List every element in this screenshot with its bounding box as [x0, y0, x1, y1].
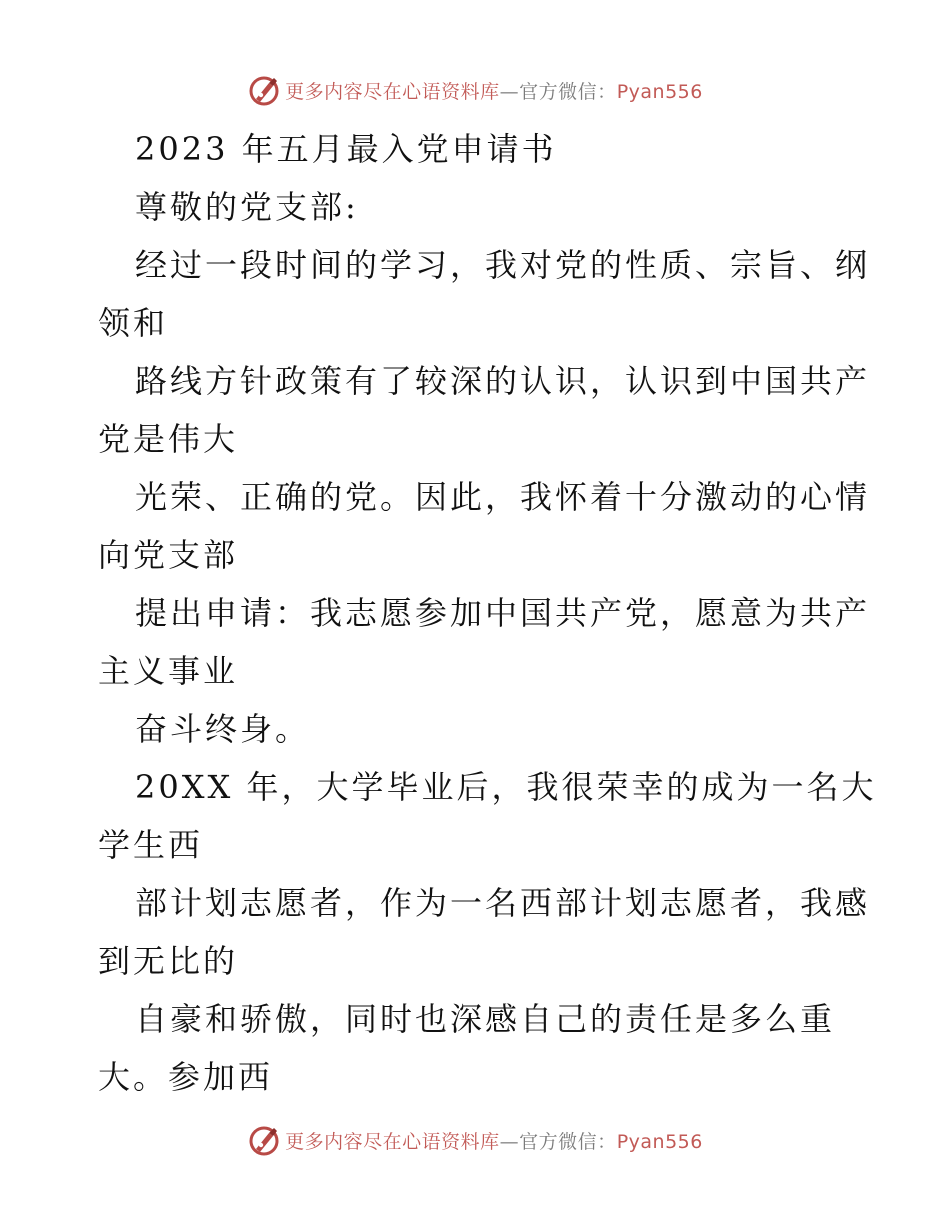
footer-watermark [0, 1120, 950, 1160]
paragraph-line: 奋斗终身。 [135, 710, 311, 748]
watermark-separator: — [499, 80, 520, 103]
paragraph-line: 路线方针政策有了较深的认识，认识到中国共产 [135, 362, 871, 400]
paragraph-line: 20XX 年，大学毕业后，我很荣幸的成为一名大 [135, 768, 877, 806]
watermark-wechat-id: Pyan556 [616, 80, 703, 103]
watermark-text [285, 1127, 703, 1154]
paragraph-line: 到无比的 [98, 942, 239, 980]
document-title: 2023 年五月最入党申请书 [135, 130, 557, 168]
paragraph-line: 向党支部 [98, 536, 239, 574]
watermark-label: 官方微信： [519, 80, 617, 103]
pen-logo-icon [247, 1123, 281, 1157]
pen-logo-icon [247, 73, 281, 107]
document-body [98, 120, 877, 1106]
paragraph-line: 大。参加西 [98, 1058, 274, 1096]
header-watermark [0, 70, 950, 110]
paragraph-line: 学生西 [98, 826, 204, 864]
paragraph-line: 提出申请：我志愿参加中国共产党，愿意为共产 [135, 594, 871, 632]
watermark-brand: 更多内容尽在心语资料库 [285, 80, 500, 103]
paragraph-line: 主义事业 [98, 652, 239, 690]
paragraph-line: 部计划志愿者，作为一名西部计划志愿者，我感 [135, 884, 871, 922]
watermark-text [285, 77, 703, 104]
salutation: 尊敬的党支部: [135, 188, 359, 226]
watermark-separator: — [499, 1130, 520, 1153]
watermark-wechat-id: Pyan556 [616, 1130, 703, 1153]
paragraph-line: 党是伟大 [98, 420, 239, 458]
watermark-label: 官方微信： [519, 1130, 617, 1153]
paragraph-line: 领和 [98, 304, 169, 342]
paragraph-line: 自豪和骄傲，同时也深感自己的责任是多么重 [135, 1000, 836, 1038]
watermark-brand: 更多内容尽在心语资料库 [285, 1130, 500, 1153]
paragraph-line: 光荣、正确的党。因此，我怀着十分激动的心情 [135, 478, 871, 516]
paragraph-line: 经过一段时间的学习，我对党的性质、宗旨、纲 [135, 246, 871, 284]
